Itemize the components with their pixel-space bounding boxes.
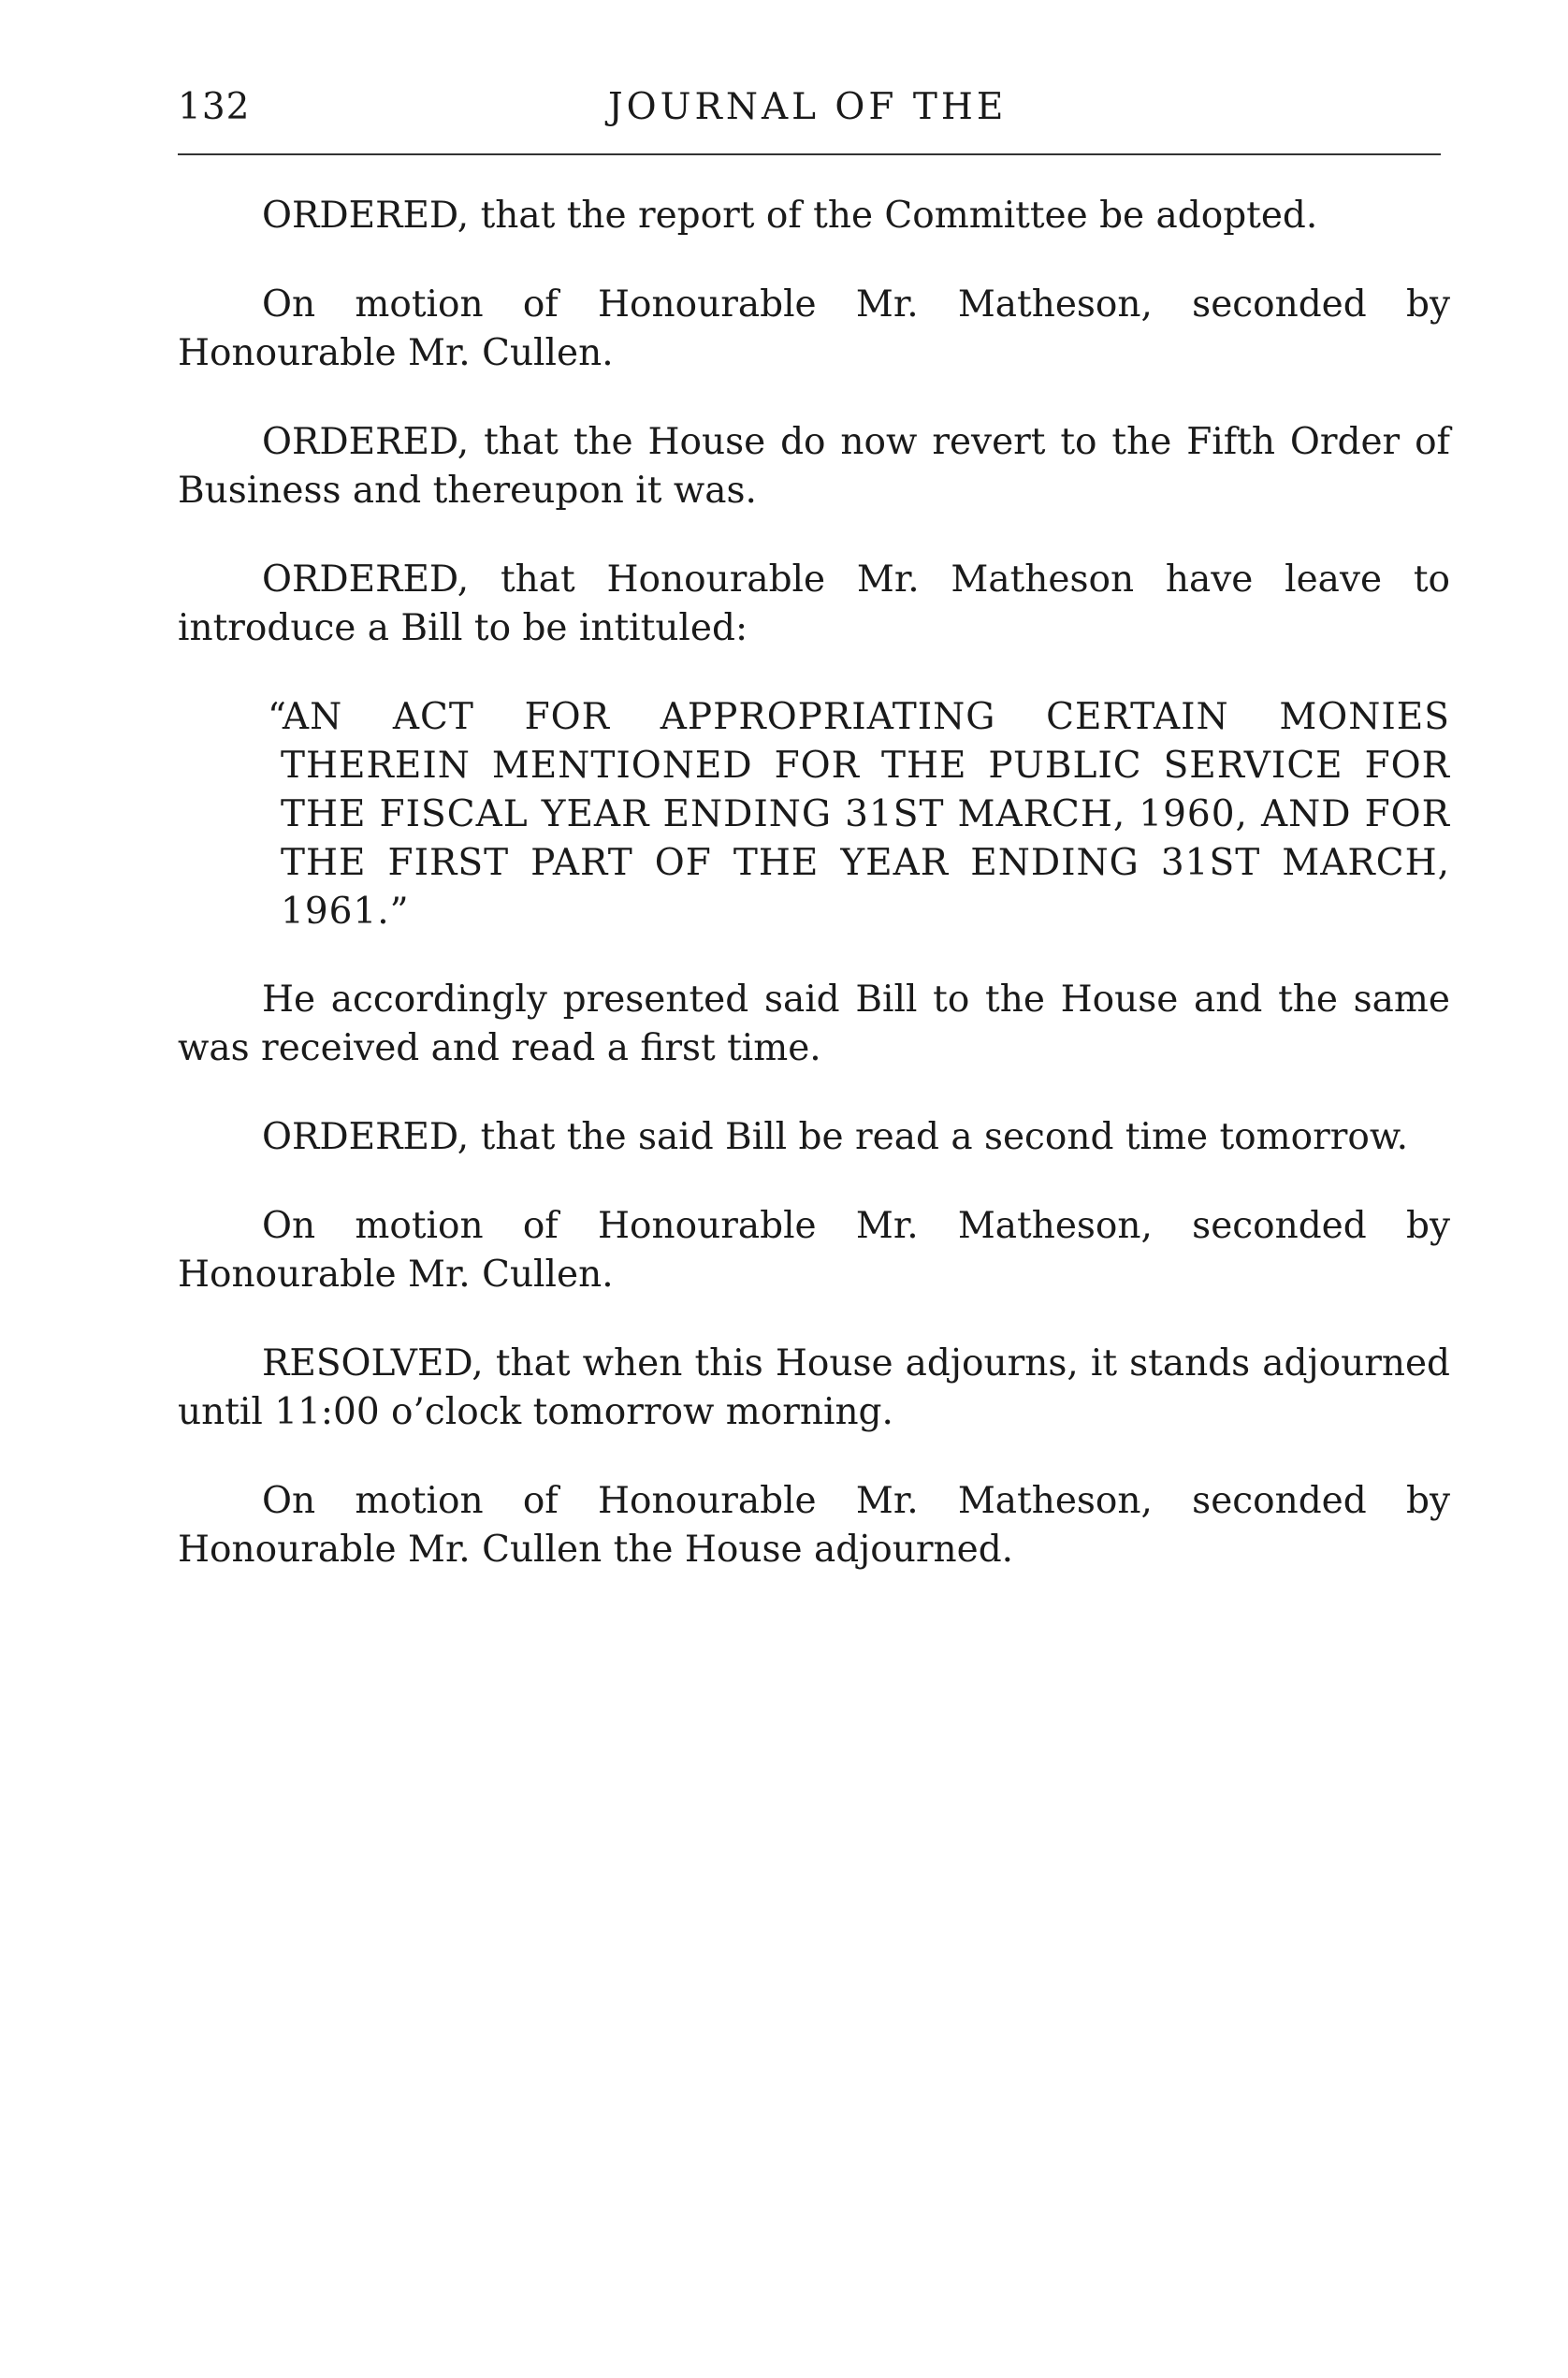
bill-title: “AN ACT FOR APPROPRIATING CERTAIN MONIES THEREIN MENTIONED FOR THE PUBLIC SERVICE FOR THE FISCAL YEAR ENDING 31ST MARCH, 1960, AND FOR THE FIRST PART OF THE YEAR ENDING 31ST MARCH, 1961.” (268, 696, 1450, 933)
paragraph-resolved-adjourn: RESOLVED, that when this House adjourns, it stands adjourned until 11:00 o’clock tomorrow morning. (178, 1342, 1450, 1433)
paragraph-first-reading: He accordingly presented said Bill to the House and the same was received and read a first time. (178, 979, 1450, 1069)
running-title: JOURNAL OF THE (608, 86, 1008, 128)
paragraph-motion-2: On motion of Honourable Mr. Matheson, seconded by Honourable Mr. Cullen. (178, 1205, 1450, 1296)
paragraph-leave-to-introduce: ORDERED, that Honourable Mr. Matheson have leave to introduce a Bill to be intituled: (178, 558, 1450, 649)
paragraph-report-adopted: ORDERED, that the report of the Committee be adopted. (262, 195, 1318, 237)
header-rule (178, 153, 1441, 155)
running-head (178, 86, 1450, 142)
journal-body (178, 192, 1450, 1615)
paragraph-motion-1: On motion of Honourable Mr. Matheson, seconded by Honourable Mr. Cullen. (178, 283, 1450, 374)
paragraph-second-reading-order: ORDERED, that the said Bill be read a second time tomorrow. (262, 1116, 1408, 1158)
paragraph-revert-order: ORDERED, that the House do now revert to the Fifth Order of Business and thereupon it was. (178, 421, 1450, 512)
paragraph-house-adjourned: On motion of Honourable Mr. Matheson, seconded by Honourable Mr. Cullen the House adjourned. (178, 1480, 1450, 1571)
page-number: 132 (178, 86, 251, 128)
